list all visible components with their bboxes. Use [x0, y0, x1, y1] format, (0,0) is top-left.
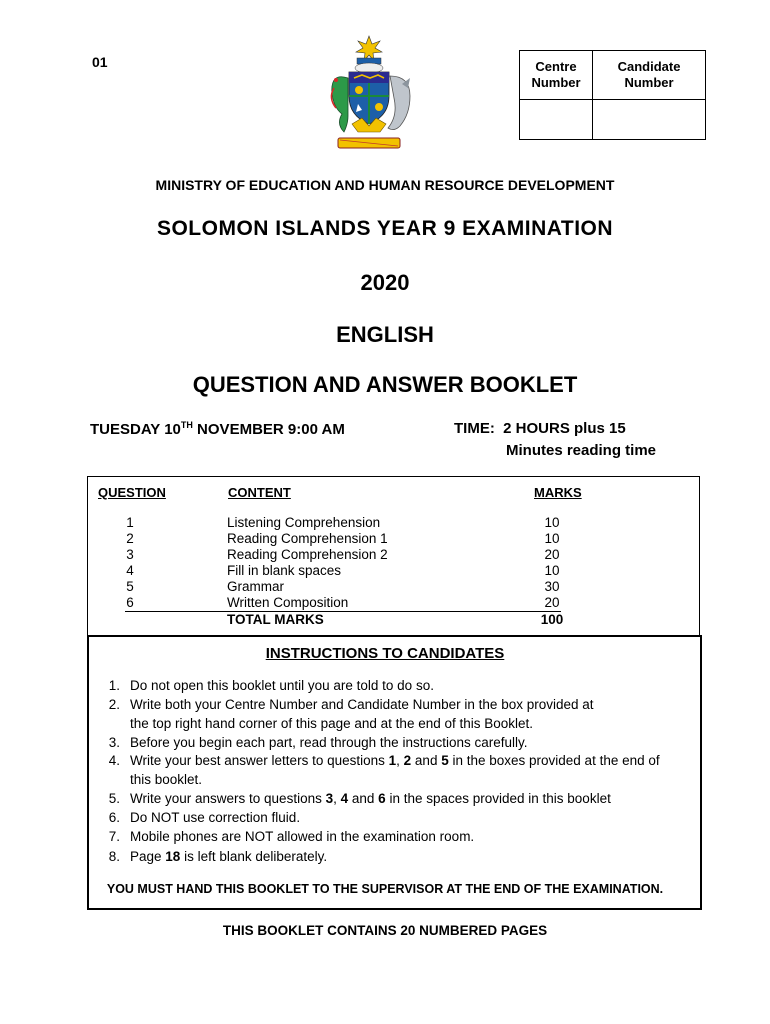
hand-in-notice: YOU MUST HAND THIS BOOKLET TO THE SUPERVISOR AT THE END OF THE EXAMINATION.: [106, 882, 664, 896]
question-content: Listening Comprehension: [227, 515, 381, 530]
candidate-number-field[interactable]: [593, 100, 706, 140]
centre-number-label: Centre Number: [520, 51, 593, 100]
question-number: 5: [126, 579, 134, 594]
question-number: 4: [126, 563, 134, 578]
centre-candidate-number-boxes: [519, 50, 706, 140]
column-header-question: QUESTION: [98, 485, 166, 500]
exam-title: SOLOMON ISLANDS YEAR 9 EXAMINATION: [156, 217, 614, 240]
page-count-note: THIS BOOKLET CONTAINS 20 NUMBERED PAGES: [222, 923, 548, 938]
reading-time: Minutes reading time: [506, 442, 657, 459]
booklet-title: QUESTION AND ANSWER BOOKLET: [192, 372, 578, 397]
exam-year: 2020: [360, 270, 410, 295]
question-number: 1: [126, 515, 134, 530]
question-number: 6: [126, 595, 134, 610]
question-content: Grammar: [227, 579, 284, 594]
question-content: Reading Comprehension 1: [227, 531, 388, 546]
ministry-heading: MINISTRY OF EDUCATION AND HUMAN RESOURCE DEVELOPMENT: [155, 177, 615, 193]
table-row: [0, 563, 770, 579]
question-content: Reading Comprehension 2: [227, 547, 388, 562]
question-content: Fill in blank spaces: [227, 563, 342, 578]
exam-duration: TIME: 2 HOURS plus 15: [454, 420, 626, 437]
table-row: [0, 579, 770, 595]
table-row: [0, 547, 770, 563]
question-marks: 20: [544, 595, 560, 610]
subject-title: ENGLISH: [336, 322, 434, 347]
question-number: 2: [126, 531, 134, 546]
table-row: [0, 595, 770, 611]
candidate-number-label: Candidate Number: [593, 51, 706, 100]
instructions-title: INSTRUCTIONS TO CANDIDATES: [265, 645, 505, 662]
question-marks: 20: [544, 547, 560, 562]
table-row: [0, 531, 770, 547]
column-header-marks: MARKS: [534, 485, 582, 500]
exam-date: TUESDAY 10TH NOVEMBER 9:00 AM: [90, 420, 345, 438]
total-marks: 100: [540, 612, 564, 627]
question-marks: 30: [544, 579, 560, 594]
coat-of-arms-emblem: [318, 32, 420, 158]
total-row: [0, 612, 770, 628]
total-label: TOTAL MARKS: [227, 612, 324, 627]
question-content: Written Composition: [227, 595, 349, 610]
table-row: [0, 515, 770, 531]
column-header-content: CONTENT: [228, 485, 291, 500]
page-code: 01: [92, 54, 108, 70]
question-marks: 10: [544, 515, 560, 530]
question-marks: 10: [544, 563, 560, 578]
question-marks: 10: [544, 531, 560, 546]
question-number: 3: [126, 547, 134, 562]
centre-number-field[interactable]: [520, 100, 593, 140]
